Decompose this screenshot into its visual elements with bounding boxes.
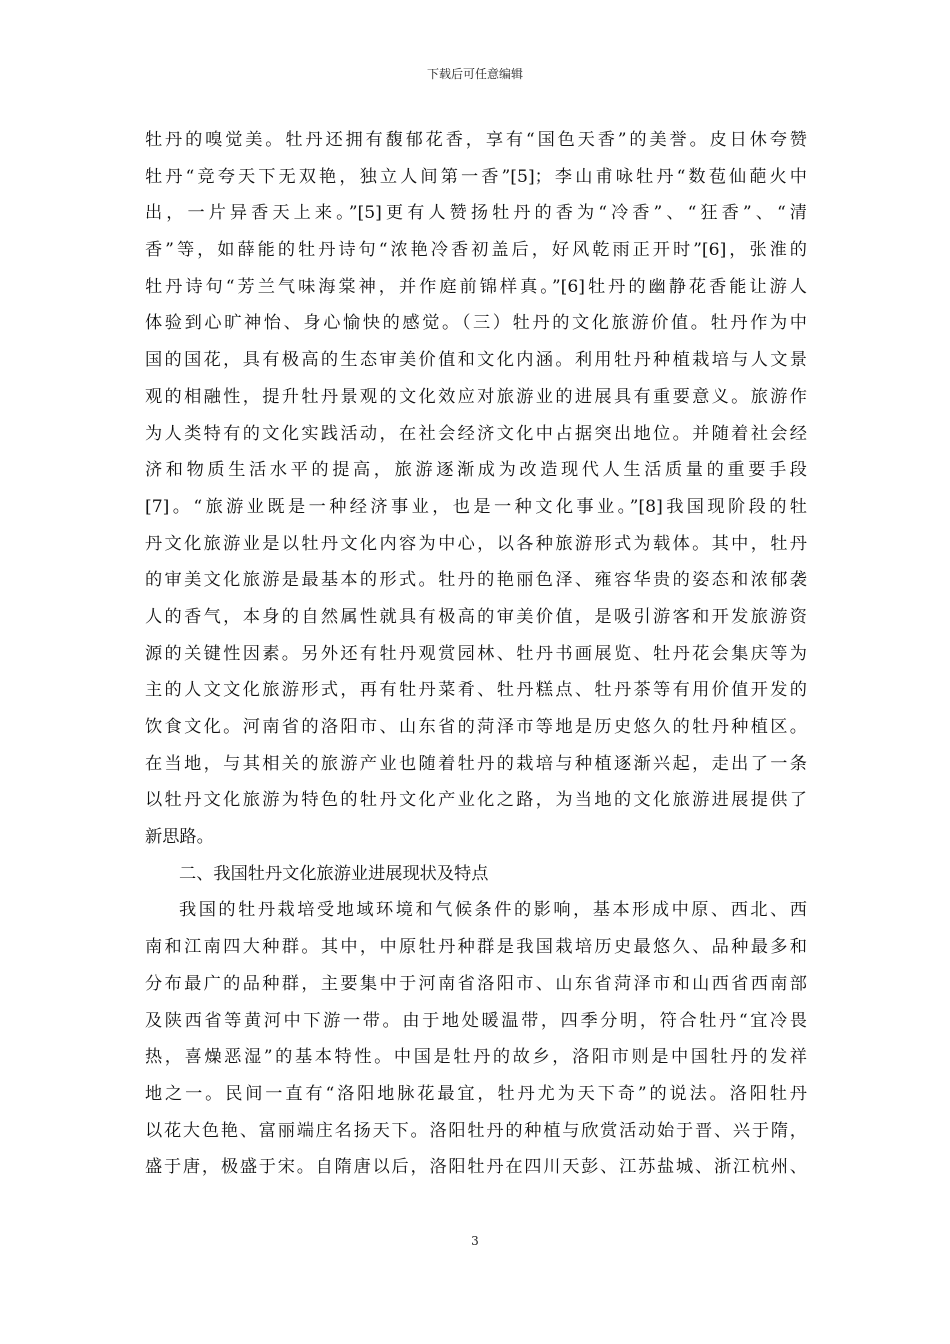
text-line: 以花大色艳、富丽端庄名扬天下。洛阳牡丹的种植与欣赏活动始于晋、兴于隋，: [145, 1120, 807, 1141]
text-line: 及陕西省等黄河中下游一带。由于地处暖温带，四季分明，符合牡丹“宜冷畏: [145, 1010, 807, 1031]
text-line: 出，一片异香天上来。”[5]更有人赞扬牡丹的香为“冷香”、“狂香”、“清: [145, 203, 807, 224]
text-line: 的审美文化旅游是最基本的形式。牡丹的艳丽色泽、雍容华贵的姿态和浓郁袭: [145, 570, 807, 591]
text-line: 为人类特有的文化实践活动，在社会经济文化中占据突出地位。并随着社会经: [145, 423, 807, 444]
section-heading: 二、我国牡丹文化旅游业进展现状及特点: [179, 863, 489, 884]
text-line: 我国的牡丹栽培受地域环境和气候条件的影响，基本形成中原、西北、西: [179, 900, 807, 921]
text-line: 观的相融性，提升牡丹景观的文化效应对旅游业的进展具有重要意义。旅游作: [145, 386, 807, 407]
text-line: 牡丹“竞夸天下无双艳，独立人间第一香”[5]；李山甫咏牡丹“数苞仙葩火中: [145, 166, 807, 187]
body-text: [145, 122, 807, 1186]
text-line: 主的人文文化旅游形式，再有牡丹菜肴、牡丹糕点、牡丹茶等有用价值开发的: [145, 680, 807, 701]
text-line: 源的关键性因素。另外还有牡丹观赏园林、牡丹书画展览、牡丹花会集庆等为: [145, 643, 807, 664]
text-line: 分布最广的品种群，主要集中于河南省洛阳市、山东省菏泽市和山西省西南部: [145, 973, 807, 994]
text-line: 济和物质生活水平的提高，旅游逐渐成为改造现代人生活质量的重要手段: [145, 460, 807, 481]
text-line: 以牡丹文化旅游为特色的牡丹文化产业化之路，为当地的文化旅游进展提供了: [145, 790, 807, 811]
text-line: 新思路。: [145, 827, 214, 848]
page-number: 3: [471, 1234, 479, 1248]
text-line: [7]。“旅游业既是一种经济事业，也是一种文化事业。”[8]我国现阶段的牡: [145, 496, 807, 517]
text-line: 牡丹的嗅觉美。牡丹还拥有馥郁花香，享有“国色天香”的美誉。皮日休夸赞: [145, 130, 807, 150]
text-line: 热，喜燥恶湿”的基本特性。中国是牡丹的故乡，洛阳市则是中国牡丹的发祥: [145, 1047, 807, 1068]
text-line: 人的香气，本身的自然属性就具有极高的审美价值，是吸引游客和开发旅游资: [145, 606, 807, 627]
text-line: 盛于唐，极盛于宋。自隋唐以后，洛阳牡丹在四川天彭、江苏盐城、浙江杭州、: [145, 1157, 807, 1178]
text-line: 国的国花，具有极高的生态审美价值和文化内涵。利用牡丹种植栽培与人文景: [145, 350, 807, 371]
text-line: 体验到心旷神怡、身心愉快的感觉。（三）牡丹的文化旅游价值。牡丹作为中: [145, 313, 807, 334]
text-line: 饮食文化。河南省的洛阳市、山东省的菏泽市等地是历史悠久的牡丹种植区。: [145, 717, 807, 737]
text-line: 在当地，与其相关的旅游产业也随着牡丹的栽培与种植逐渐兴起，走出了一条: [145, 753, 807, 774]
text-line: 地之一。民间一直有“洛阳地脉花最宜，牡丹尤为天下奇”的说法。洛阳牡丹: [145, 1083, 807, 1104]
page-header: 下载后可任意编辑: [426, 67, 523, 81]
text-line: 香”等，如薛能的牡丹诗句“浓艳冷香初盖后，好风乾雨正开时”[6]，张淮的: [145, 240, 807, 261]
text-line: 南和江南四大种群。其中，中原牡丹种群是我国栽培历史最悠久、品种最多和: [145, 937, 807, 958]
text-line: 牡丹诗句“芳兰气味海棠神，并作庭前锦样真。”[6]牡丹的幽静花香能让游人: [145, 276, 807, 297]
text-line: 丹文化旅游业是以牡丹文化内容为中心，以各种旅游形式为载体。其中，牡丹: [145, 533, 807, 554]
